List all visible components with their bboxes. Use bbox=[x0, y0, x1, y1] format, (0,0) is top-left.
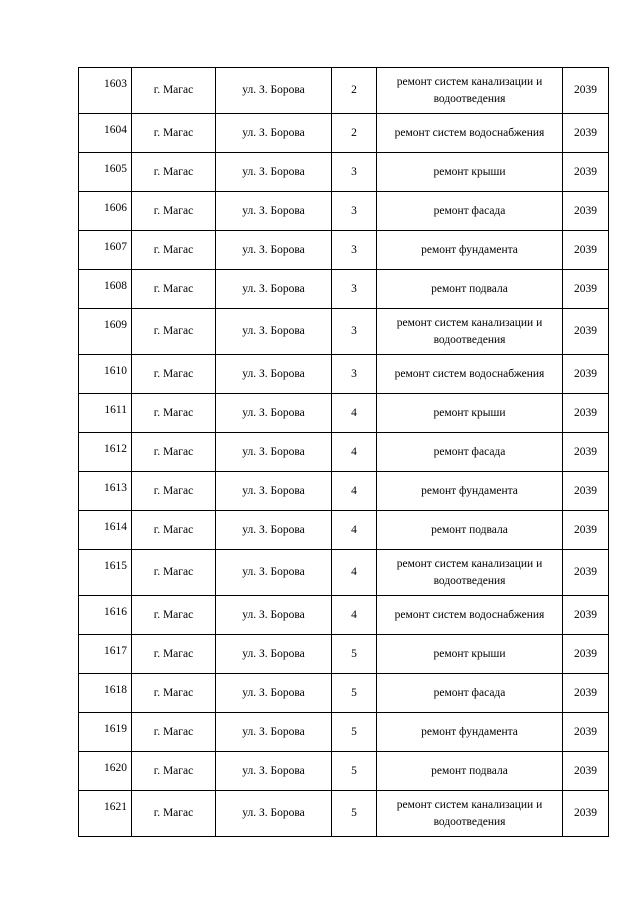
table-row bbox=[79, 674, 609, 713]
house-number-cell: 3 bbox=[332, 309, 377, 355]
house-number-cell: 4 bbox=[332, 511, 377, 550]
table-row bbox=[79, 153, 609, 192]
street-cell: ул. З. Борова bbox=[216, 596, 332, 635]
house-number-cell: 3 bbox=[332, 270, 377, 309]
street-cell: ул. З. Борова bbox=[216, 674, 332, 713]
city-cell: г. Магас bbox=[132, 231, 216, 270]
street-cell: ул. З. Борова bbox=[216, 309, 332, 355]
row-number: 1607 bbox=[79, 231, 132, 270]
table-row bbox=[79, 231, 609, 270]
work-type-cell: ремонт крыши bbox=[377, 635, 563, 674]
repair-schedule-table bbox=[78, 67, 609, 837]
street-cell: ул. З. Борова bbox=[216, 433, 332, 472]
work-type-cell: ремонт систем канализации и водоотведения bbox=[377, 550, 563, 596]
row-number: 1603 bbox=[79, 68, 132, 114]
year-cell: 2039 bbox=[563, 511, 609, 550]
table-row bbox=[79, 270, 609, 309]
house-number-cell: 2 bbox=[332, 68, 377, 114]
row-number: 1617 bbox=[79, 635, 132, 674]
table-body bbox=[79, 68, 609, 837]
year-cell: 2039 bbox=[563, 231, 609, 270]
work-type-cell: ремонт систем канализации и водоотведения bbox=[377, 68, 563, 114]
city-cell: г. Магас bbox=[132, 394, 216, 433]
house-number-cell: 5 bbox=[332, 713, 377, 752]
city-cell: г. Магас bbox=[132, 114, 216, 153]
table-row bbox=[79, 394, 609, 433]
house-number-cell: 5 bbox=[332, 674, 377, 713]
street-cell: ул. З. Борова bbox=[216, 472, 332, 511]
year-cell: 2039 bbox=[563, 674, 609, 713]
street-cell: ул. З. Борова bbox=[216, 355, 332, 394]
year-cell: 2039 bbox=[563, 635, 609, 674]
year-cell: 2039 bbox=[563, 394, 609, 433]
street-cell: ул. З. Борова bbox=[216, 635, 332, 674]
work-type-cell: ремонт крыши bbox=[377, 394, 563, 433]
table-row bbox=[79, 752, 609, 791]
city-cell: г. Магас bbox=[132, 433, 216, 472]
street-cell: ул. З. Борова bbox=[216, 511, 332, 550]
row-number: 1621 bbox=[79, 791, 132, 837]
city-cell: г. Магас bbox=[132, 270, 216, 309]
row-number: 1605 bbox=[79, 153, 132, 192]
row-number: 1610 bbox=[79, 355, 132, 394]
row-number: 1606 bbox=[79, 192, 132, 231]
work-type-cell: ремонт фасада bbox=[377, 674, 563, 713]
street-cell: ул. З. Борова bbox=[216, 270, 332, 309]
city-cell: г. Магас bbox=[132, 309, 216, 355]
house-number-cell: 4 bbox=[332, 596, 377, 635]
row-number: 1609 bbox=[79, 309, 132, 355]
city-cell: г. Магас bbox=[132, 752, 216, 791]
city-cell: г. Магас bbox=[132, 355, 216, 394]
house-number-cell: 3 bbox=[332, 231, 377, 270]
work-type-cell: ремонт систем канализации и водоотведения bbox=[377, 791, 563, 837]
year-cell: 2039 bbox=[563, 596, 609, 635]
street-cell: ул. З. Борова bbox=[216, 791, 332, 837]
street-cell: ул. З. Борова bbox=[216, 231, 332, 270]
year-cell: 2039 bbox=[563, 114, 609, 153]
year-cell: 2039 bbox=[563, 752, 609, 791]
house-number-cell: 3 bbox=[332, 355, 377, 394]
street-cell: ул. З. Борова bbox=[216, 114, 332, 153]
house-number-cell: 4 bbox=[332, 433, 377, 472]
table-row bbox=[79, 472, 609, 511]
row-number: 1608 bbox=[79, 270, 132, 309]
city-cell: г. Магас bbox=[132, 550, 216, 596]
year-cell: 2039 bbox=[563, 153, 609, 192]
city-cell: г. Магас bbox=[132, 635, 216, 674]
city-cell: г. Магас bbox=[132, 153, 216, 192]
row-number: 1620 bbox=[79, 752, 132, 791]
work-type-cell: ремонт систем водоснабжения bbox=[377, 596, 563, 635]
house-number-cell: 5 bbox=[332, 791, 377, 837]
year-cell: 2039 bbox=[563, 68, 609, 114]
year-cell: 2039 bbox=[563, 791, 609, 837]
table-row bbox=[79, 192, 609, 231]
table-row bbox=[79, 433, 609, 472]
house-number-cell: 3 bbox=[332, 192, 377, 231]
work-type-cell: ремонт подвала bbox=[377, 511, 563, 550]
house-number-cell: 5 bbox=[332, 635, 377, 674]
city-cell: г. Магас bbox=[132, 472, 216, 511]
work-type-cell: ремонт фасада bbox=[377, 192, 563, 231]
table-row bbox=[79, 713, 609, 752]
house-number-cell: 4 bbox=[332, 394, 377, 433]
row-number: 1611 bbox=[79, 394, 132, 433]
table-row bbox=[79, 791, 609, 837]
work-type-cell: ремонт подвала bbox=[377, 270, 563, 309]
work-type-cell: ремонт систем канализации и водоотведения bbox=[377, 309, 563, 355]
table-row bbox=[79, 550, 609, 596]
table-row bbox=[79, 596, 609, 635]
work-type-cell: ремонт подвала bbox=[377, 752, 563, 791]
year-cell: 2039 bbox=[563, 270, 609, 309]
year-cell: 2039 bbox=[563, 355, 609, 394]
street-cell: ул. З. Борова bbox=[216, 550, 332, 596]
work-type-cell: ремонт систем водоснабжения bbox=[377, 114, 563, 153]
row-number: 1614 bbox=[79, 511, 132, 550]
house-number-cell: 4 bbox=[332, 472, 377, 511]
city-cell: г. Магас bbox=[132, 511, 216, 550]
house-number-cell: 4 bbox=[332, 550, 377, 596]
street-cell: ул. З. Борова bbox=[216, 394, 332, 433]
city-cell: г. Магас bbox=[132, 596, 216, 635]
street-cell: ул. З. Борова bbox=[216, 153, 332, 192]
city-cell: г. Магас bbox=[132, 68, 216, 114]
row-number: 1619 bbox=[79, 713, 132, 752]
city-cell: г. Магас bbox=[132, 791, 216, 837]
work-type-cell: ремонт фундамента bbox=[377, 231, 563, 270]
work-type-cell: ремонт фундамента bbox=[377, 713, 563, 752]
row-number: 1612 bbox=[79, 433, 132, 472]
table-row bbox=[79, 355, 609, 394]
work-type-cell: ремонт фундамента bbox=[377, 472, 563, 511]
city-cell: г. Магас bbox=[132, 713, 216, 752]
work-type-cell: ремонт фасада bbox=[377, 433, 563, 472]
table-row bbox=[79, 309, 609, 355]
city-cell: г. Магас bbox=[132, 192, 216, 231]
house-number-cell: 3 bbox=[332, 153, 377, 192]
row-number: 1616 bbox=[79, 596, 132, 635]
table-row bbox=[79, 114, 609, 153]
year-cell: 2039 bbox=[563, 713, 609, 752]
table-row bbox=[79, 68, 609, 114]
year-cell: 2039 bbox=[563, 472, 609, 511]
table-row bbox=[79, 511, 609, 550]
year-cell: 2039 bbox=[563, 309, 609, 355]
row-number: 1613 bbox=[79, 472, 132, 511]
street-cell: ул. З. Борова bbox=[216, 192, 332, 231]
year-cell: 2039 bbox=[563, 433, 609, 472]
street-cell: ул. З. Борова bbox=[216, 713, 332, 752]
year-cell: 2039 bbox=[563, 192, 609, 231]
street-cell: ул. З. Борова bbox=[216, 752, 332, 791]
house-number-cell: 5 bbox=[332, 752, 377, 791]
street-cell: ул. З. Борова bbox=[216, 68, 332, 114]
city-cell: г. Магас bbox=[132, 674, 216, 713]
work-type-cell: ремонт систем водоснабжения bbox=[377, 355, 563, 394]
house-number-cell: 2 bbox=[332, 114, 377, 153]
table-row bbox=[79, 635, 609, 674]
row-number: 1615 bbox=[79, 550, 132, 596]
work-type-cell: ремонт крыши bbox=[377, 153, 563, 192]
year-cell: 2039 bbox=[563, 550, 609, 596]
row-number: 1618 bbox=[79, 674, 132, 713]
row-number: 1604 bbox=[79, 114, 132, 153]
